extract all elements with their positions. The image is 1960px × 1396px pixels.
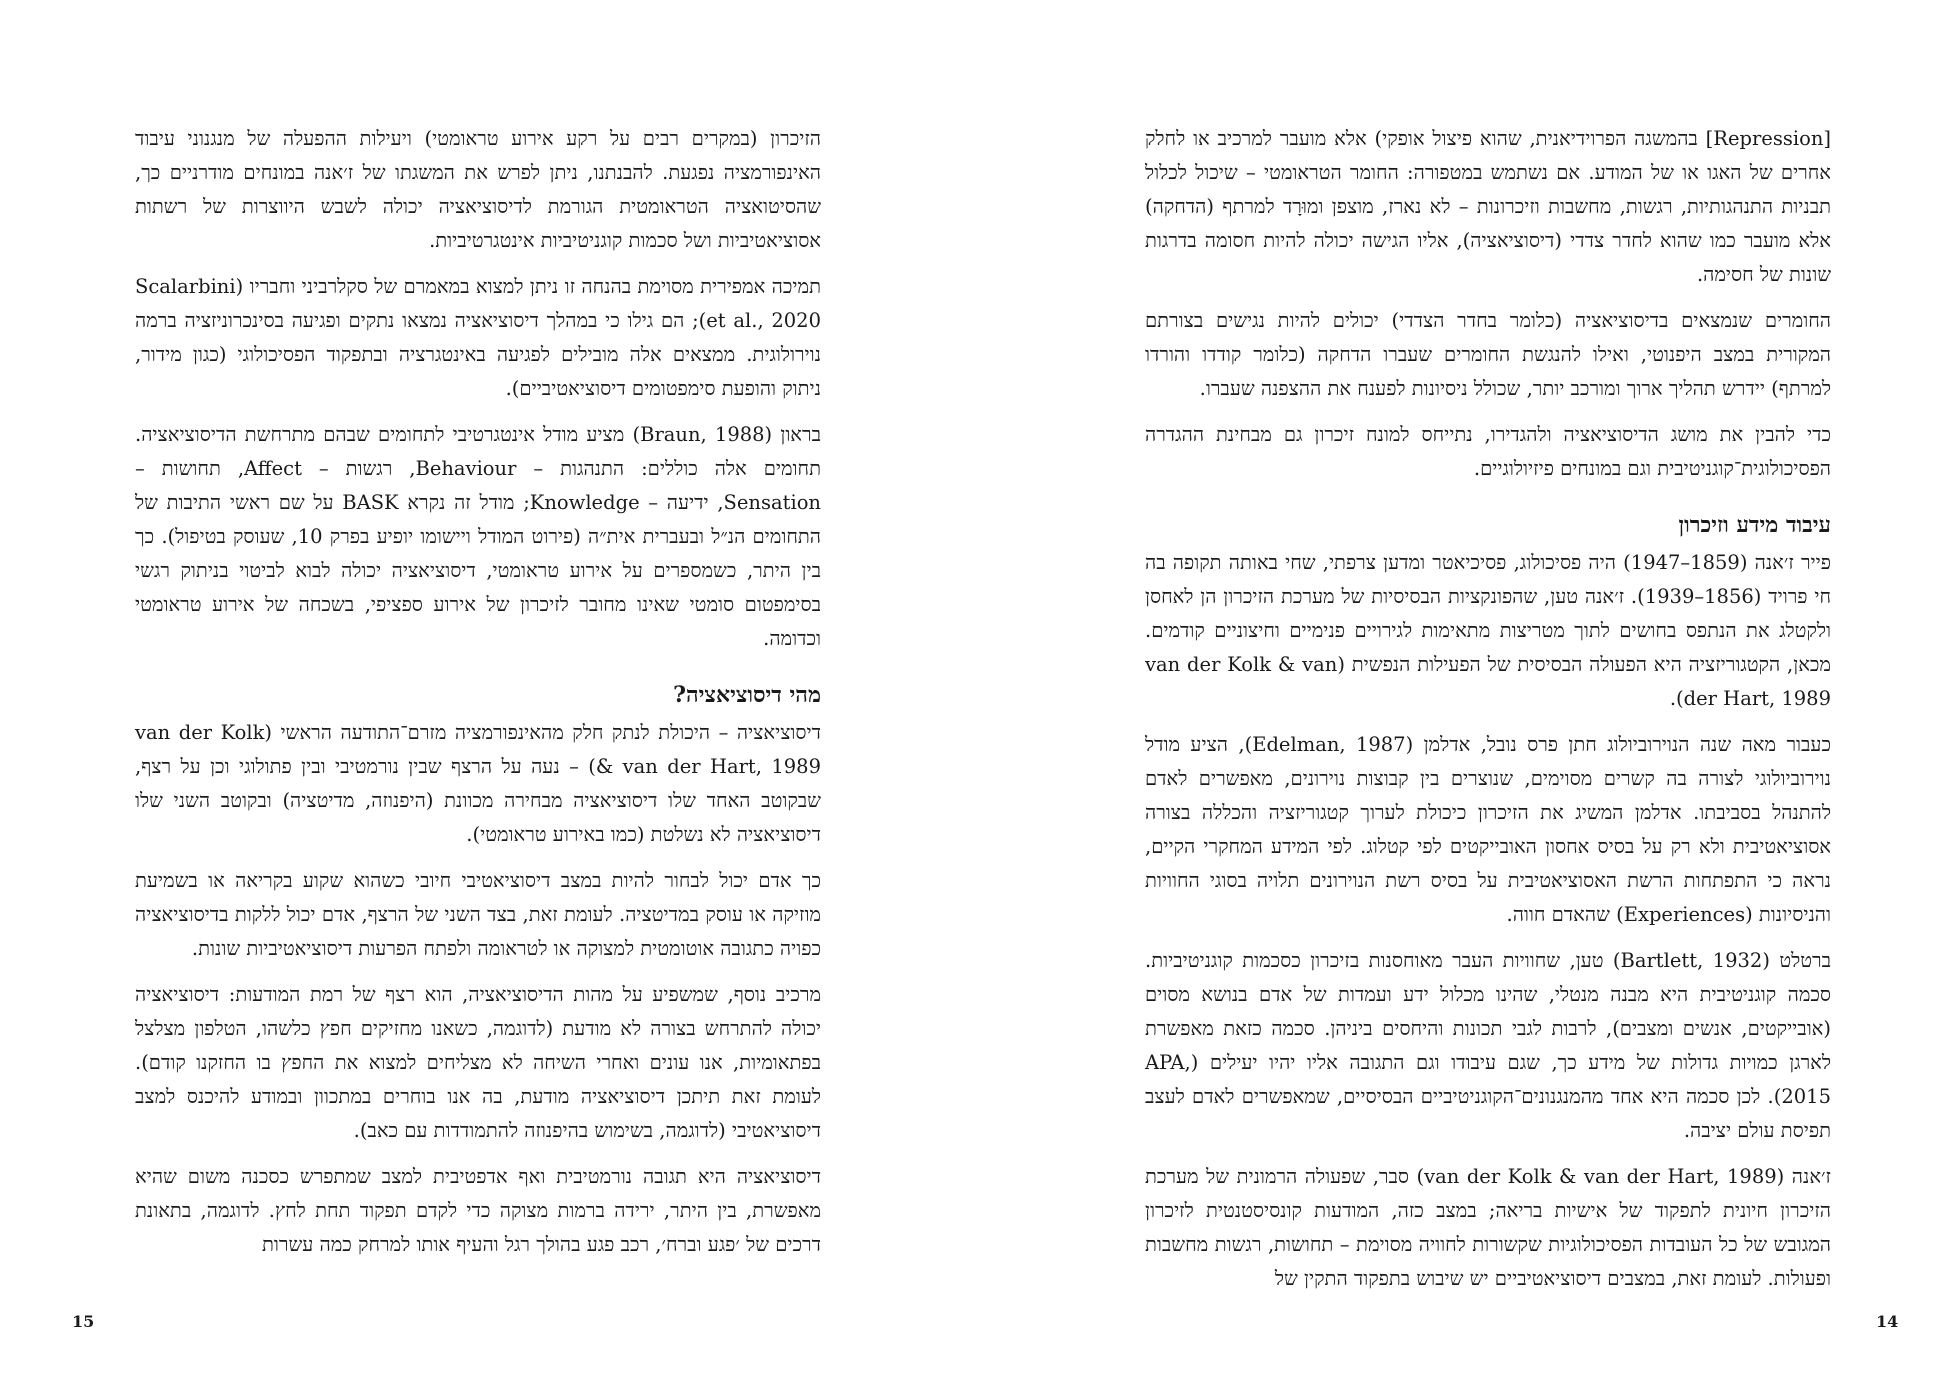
paragraph: ברטלט (Bartlett, 1932) טען, שחוויות העבר מאוחסנות בזיכרון כסכמות קוגניטיביות. סכמה קוגניטיבית היא מבנה מנטלי, שהינו מכלול ידע ועמדות של אדם בנושא מסוים (אובייקטים, אנשים ומצבים), לרבות לגבי תכונות והיחסים ביניהן. סכמה כזאת מאפשרת לארגן כמויות גדולות של מידע כך, שגם עיבודו וגם התגובה אליו יהיו יעילים (APA, 2015). לכן סכמה היא אחד מהמנגנונים־הקוגניטיביים הבסיסיים, שמאפשרים לאדם לעצב תפיסת עולם יציבה. bbox=[1145, 949, 1831, 1142]
right-text-column bbox=[1145, 122, 1831, 1308]
paragraph: תמיכה אמפירית מסוימת בהנחה זו ניתן למצוא במאמרם של סקלרביני וחבריו (Scalarbini et al., 2020); הם גילו כי במהלך דיסוציאציה נמצאו נתקים ופגיעה בסינכרוניזציה ברמה נוירולוגית. ממצאים אלה מובילים לפגיעה באינטגרציה ובתפקוד הפסיכולוגי (כגון מידור, ניתוק והופעת סימפטומים דיסוציאטיביים). bbox=[135, 275, 821, 400]
paragraph: פייר ז׳אנה (1859–1947) היה פסיכולוג, פסיכיאטר ומדען צרפתי, שחי באותה תקופה בה חי פרויד (1856–1939). ז׳אנה טען, שהפונקציות הבסיסיות של מערכת הזיכרון הן לאחסן ולקטלג את הנתפס בחושים לתוך מטריצות מתאימות לגירויים פנימיים וחיצוניים קודמים. מכאן, הקטגוריזציה היא הפעולה הבסיסית של הפעילות הנפשית (van der Kolk & van der Hart, 1989). bbox=[1145, 551, 1832, 710]
section-heading: מהי דיסוציאציה? bbox=[673, 682, 821, 708]
paragraph: כעבור מאה שנה הנוירוביולוג חתן פרס נובל, אדלמן (Edelman, 1987), הציע מודל נוירוביולוגי לצורה בה קשרים מסוימים, שנוצרים בין קבוצות נוירונים, מאפשרים לאדם להתנהל בסביבתו. אדלמן המשיג את הזיכרון כיכולת לערוך קטגוריזציה והכללה בצורה אסוציאטיבית ולא רק על בסיס אחסון האובייקטים לפי קטלוג. לפי המידע המחקרי הקיים, נראה כי התפתחות הרשת האסוציאטיבית על בסיס רשת הנוירונים תלויה בסוגי החוויות והניסיונות (Experiences) שהאדם חווה. bbox=[1145, 733, 1831, 926]
paragraph: החומרים שנמצאים בדיסוציאציה (כלומר בחדר הצדדי) יכולים להיות נגישים בצורתם המקורית במצב היפנוטי, ואילו להנגשת החומרים שעברו הדחקה (כלומר קודדו והורדו למרתף) יידרש תהליך ארוך ומורכב יותר, שכולל ניסיונות לפענח את ההצפנה שעברו. bbox=[1145, 309, 1831, 400]
paragraph: בראון (Braun, 1988) מציע מודל אינטגרטיבי לתחומים שבהם מתרחשת הדיסוציאציה. תחומים אלה כוללים: התנהגות – Behaviour, רגשות – Affect, תחושות – Sensation, ידיעה – Knowledge; מודל זה נקרא BASK על שם ראשי התיבות של התחומים הנ״ל ובעברית אית״ה (פירוט המודל ויישומו יופיע בפרק 10, שעוסק בטיפול). כך בין היתר, כשמספרים על אירוע טראומטי, דיסוציאציה יכולה לבוא לביטוי בניתוק רגשי בסימפטום סומטי שאינו מחובר לזיכרון של אירוע ספציפי, בשכחה של אירוע טראומטי וכדומה. bbox=[135, 423, 821, 650]
paragraph: דיסוציאציה היא תגובה נורמטיבית ואף אדפטיבית למצב שמתפרש כסכנה משום שהיא מאפשרת, בין היתר, ירידה ברמות מצוקה כדי לקדם תפקוד תחת לחץ. לדוגמה, בתאונת דרכים של ׳פגע וברח׳, רכב פגע בהולך רגל והעיף אותו למרחק כמה עשרות bbox=[135, 1165, 821, 1256]
paragraph: ז׳אנה (van der Kolk & van der Hart, 1989) סבר, שפעולה הרמונית של מערכת הזיכרון חיונית לתפקוד של אישיות בריאה; במצב כזה, המודעות קונסיסטנטית לזיכרון המגובש של כל העובדות הפסיכולוגיות שקשורות לחוויה מסוימת – תחושות, רגשות מחשבות ופעולות. לעומת זאת, במצבים דיסוציאטיביים יש שיבוש בתפקוד התקין של bbox=[1145, 1165, 1831, 1290]
section-heading: עיבוד מידע וזיכרון bbox=[1678, 512, 1831, 538]
paragraph: [Repression] בהמשגה הפרוידיאנית, שהוא פיצול אופקי) אלא מועבר למרכיב או לחלק אחרים של האגו או של המודע. אם נשתמש במטפורה: החומר הטראומטי – שיכול לכלול תבניות התנהגותיות, רגשות, מחשבות וזיכרונות – לא נארז, מוצפן ומוּרָד למרתף (הדחקה) אלא מועבר כמו שהוא לחדר צדדי (דיסוציאציה), אליו הגישה יכולה להיות חסומה בדרגות שונות של חסימה. bbox=[1145, 127, 1831, 286]
page-number: 14 bbox=[1876, 1312, 1899, 1331]
page-number: 15 bbox=[72, 1312, 95, 1331]
paragraph: כדי להבין את מושג הדיסוציאציה ולהגדירו, נתייחס למונח זיכרון גם מבחינת ההגדרה הפסיכולוגית־קוגניטיבית וגם במונחים פיזיולוגיים. bbox=[1145, 423, 1831, 480]
left-text-column bbox=[135, 122, 821, 1274]
paragraph: כך אדם יכול לבחור להיות במצב דיסוציאטיבי חיובי כשהוא שקוע בקריאה או בשמיעת מוזיקה או עוסק במדיטציה. לעומת זאת, בצד השני של הרצף, אדם יכול ללקות בדיסוציאציה כפויה כתגובה אוטומטית למצוקה או לטראומה ולפתח הפרעות דיסוציאטיביות שונות. bbox=[135, 869, 821, 960]
paragraph: דיסוציאציה – היכולת לנתק חלק מהאינפורמציה מזרם־התודעה הראשי (van der Kolk & van der Hart, 1989) – נעה על הרצף שבין נורמטיבי ובין פתולוגי וכן על רצף, שבקוטב האחד שלו דיסוציאציה מבחירה מכוונת (היפנוזה, מדיטציה) ובקוטב השני שלו דיסוציאציה לא נשלטת (כמו באירוע טראומטי). bbox=[135, 721, 821, 846]
paragraph: הזיכרון (במקרים רבים על רקע אירוע טראומטי) ויעילות ההפעלה של מנגנוני עיבוד האינפורמציה נפגעת. להבנתנו, ניתן לפרש את המשגתו של ז׳אנה במונחים מודרניים כך, שהסיטואציה הטראומטית הגורמת לדיסוציאציה יכולה לשבש היווצרות של רשתות אסוציאטיביות ושל סכמות קוגניטיביות אינטגרטיביות. bbox=[135, 127, 821, 252]
right-page bbox=[980, 0, 1960, 1396]
paragraph: מרכיב נוסף, שמשפיע על מהות הדיסוציאציה, הוא רצף של רמת המודעות: דיסוציאציה יכולה להתרחש בצורה לא מודעת (לדוגמה, כשאנו מחזיקים חפץ כלשהו, הטלפון מצלצל בפתאומיות, אנו עונים ואחרי השיחה לא מצליחים למצוא את החפץ בו החזקנו קודם). לעומת זאת תיתכן דיסוציאציה מודעת, בה אנו בוחרים במתכוון ובמודע להיכנס למצב דיסוציאטיבי (לדוגמה, בשימוש בהיפנוזה להתמודדות עם כאב). bbox=[135, 983, 821, 1142]
